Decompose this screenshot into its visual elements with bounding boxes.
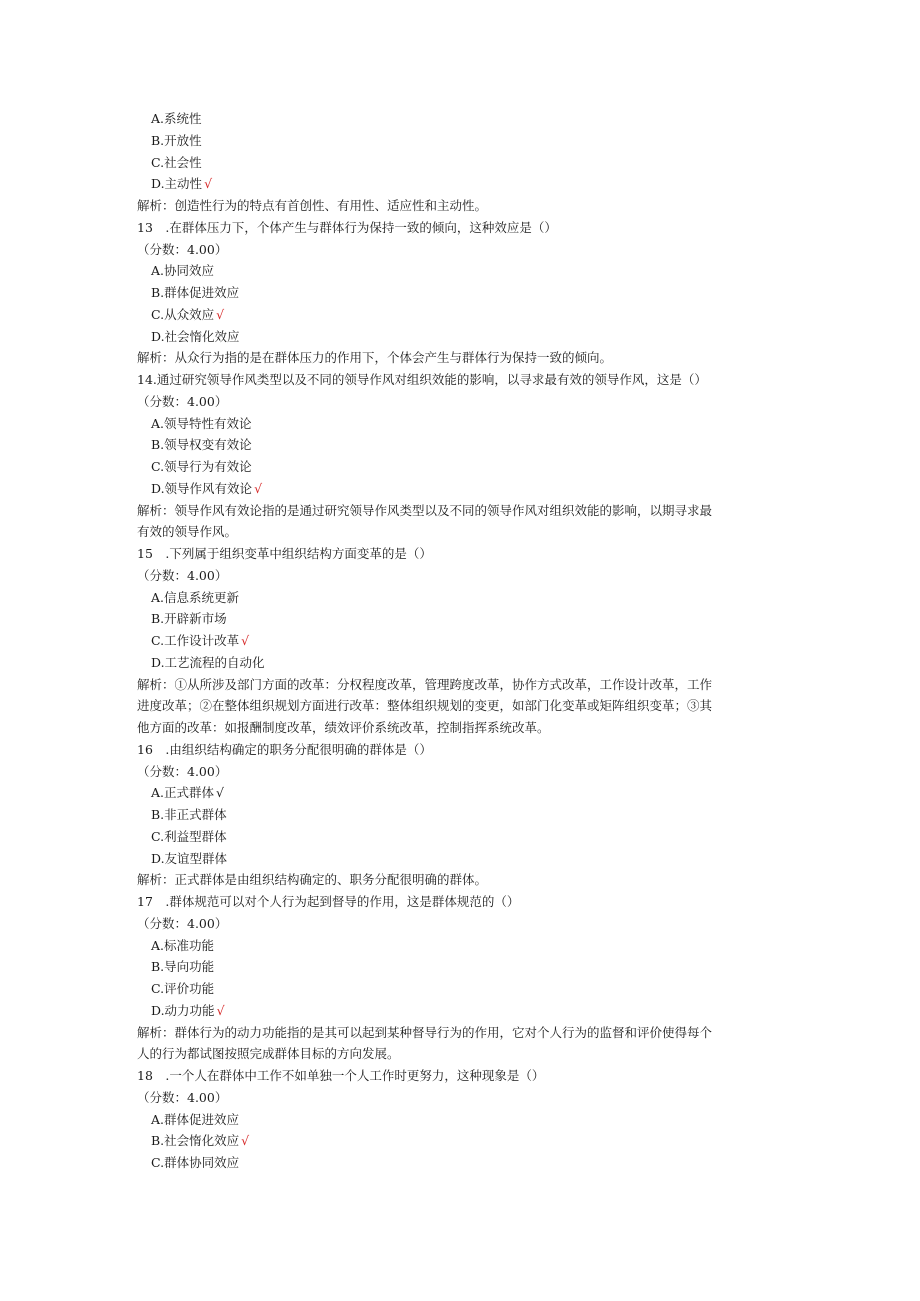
q13-option-d: D.社会惰化效应 (151, 328, 240, 344)
q16-option-d: D.友谊型群体 (151, 850, 228, 866)
q13-question: 13 .在群体压力下，个体产生与群体行为保持一致的倾向，这种效应是（） (137, 219, 557, 235)
q13-explanation: 解析：从众行为指的是在群体压力的作用下，个体会产生与群体行为保持一致的倾向。 (137, 350, 613, 366)
q15-option-a: A.信息系统更新 (151, 589, 240, 605)
q16-option-a: A.正式群体 √ (151, 785, 224, 801)
q17-option-b: B.导向功能 (151, 959, 215, 975)
q15-option-b: B.开辟新市场 (151, 611, 227, 627)
q13-option-c: C.从众效应 √ (151, 306, 225, 322)
q15-explanation-line-1: 解析：①从所涉及部门方面的改革：分权程度改革，管理跨度改革，协作方式改革，工作设计改革，工作 (137, 676, 713, 692)
q18-option-b: B.社会惰化效应 √ (151, 1133, 250, 1149)
q15-option-d: D.工艺流程的自动化 (151, 654, 265, 670)
q15-explanation-line-2: 进度改革；②在整体组织规划方面进行改革：整体组织规划的变更，如部门化变革或矩阵组织变革；③其 (137, 698, 713, 714)
correct-check-icon: √ (204, 176, 213, 192)
q17-option-d: D.动力功能 √ (151, 1002, 225, 1018)
q17-question: 17 .群体规范可以对个人行为起到督导的作用，这是群体规范的（） (137, 894, 520, 909)
correct-check-icon: √ (241, 633, 250, 648)
q12-option-d: D.主动性 √ (151, 176, 213, 192)
q12-option-a: A.系统性 (151, 111, 202, 126)
q16-explanation: 解析：正式群体是由组织结构确定的、职务分配很明确的群体。 (137, 872, 488, 888)
correct-check-icon: √ (216, 1002, 225, 1018)
q13-score: （分数：4.00） (137, 241, 228, 257)
q16-option-c: C.利益型群体 (151, 828, 227, 844)
correct-check-icon: √ (241, 1133, 250, 1149)
q14-question: 14.通过研究领导作风类型以及不同的领导作风对组织效能的影响，以寻求最有效的领导作风，这是（） (137, 372, 707, 387)
q15-score: （分数：4.00） (137, 567, 228, 583)
q13-option-b: B.群体促进效应 (151, 285, 240, 300)
q17-option-a: A.标准功能 (151, 937, 215, 953)
q14-option-d: D.领导作风有效论 √ (151, 480, 263, 496)
q14-option-c: C.领导行为有效论 (151, 459, 252, 474)
q15-option-c: C.工作设计改革 √ (151, 633, 250, 648)
q12-explanation: 解析：创造性行为的特点有首创性、有用性、适应性和主动性。 (137, 198, 488, 213)
q17-explanation-line-1: 解析：群体行为的动力功能指的是其可以起到某种督导行为的作用，它对个人行为的监督和评价使得每个 (137, 1024, 713, 1040)
document-page (0, 108, 920, 1174)
q14-explanation-line-2: 有效的领导作风。 (137, 524, 238, 540)
correct-check-icon: √ (216, 785, 224, 801)
q17-option-c: C.评价功能 (151, 981, 215, 996)
q14-explanation-line-1: 解析：领导作风有效论指的是通过研究领导作风类型以及不同的领导作风对组织效能的影响，以期寻求最 (137, 502, 713, 518)
q17-explanation-line-2: 人的行为都试图按照完成群体目标的方向发展。 (137, 1046, 400, 1062)
q16-score: （分数：4.00） (137, 763, 228, 779)
correct-check-icon: √ (254, 480, 263, 496)
q15-question: 15 .下列属于组织变革中组织结构方面变革的是（） (137, 546, 432, 561)
q18-question: 18 .一个人在群体中工作不如单独一个人工作时更努力，这种现象是（） (137, 1068, 545, 1083)
q18-option-c: C.群体协同效应 (151, 1155, 240, 1170)
q12-option-c: C.社会性 (151, 154, 202, 170)
q12-option-b: B.开放性 (151, 132, 202, 148)
q13-option-a: A.协同效应 (151, 263, 215, 279)
q18-option-a: A.群体促进效应 (151, 1111, 240, 1127)
q16-question: 16 .由组织结构确定的职务分配很明确的群体是（） (137, 741, 432, 757)
q18-score: （分数：4.00） (137, 1089, 228, 1105)
q17-score: （分数：4.00） (137, 915, 228, 931)
q15-explanation-line-3: 他方面的改革：如报酬制度改革，绩效评价系统改革，控制指挥系统改革。 (137, 720, 550, 735)
q16-option-b: B.非正式群体 (151, 807, 227, 822)
correct-check-icon: √ (216, 306, 225, 322)
q14-option-b: B.领导权变有效论 (151, 437, 252, 453)
q14-score: （分数：4.00） (137, 393, 228, 409)
q14-option-a: A.领导特性有效论 (151, 415, 252, 431)
